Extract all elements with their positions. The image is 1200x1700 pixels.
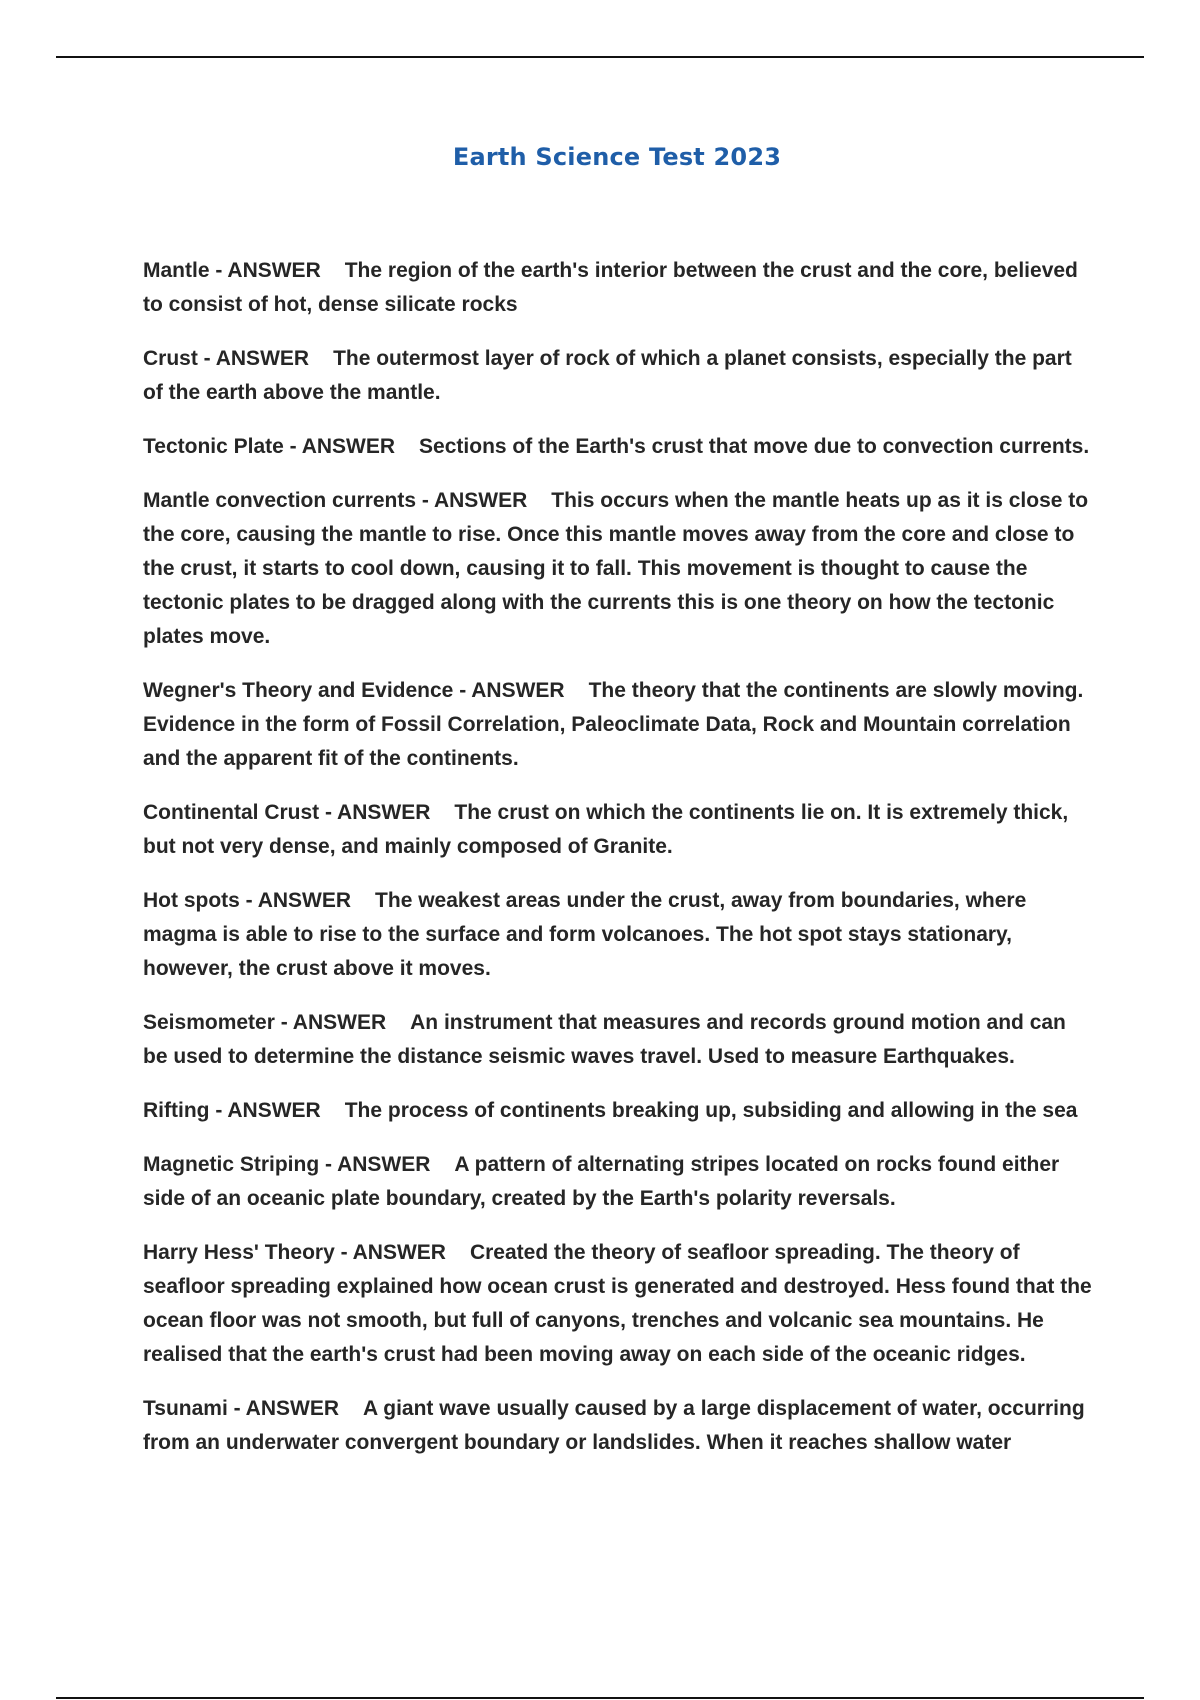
top-divider <box>56 56 1144 58</box>
list-item <box>143 430 1093 464</box>
list-item <box>143 484 1093 654</box>
list-item <box>143 1094 1093 1128</box>
list-item <box>143 342 1093 410</box>
definition: The crust on which the continents lie on. It is extremely thick, but not very dense, and mainly composed of Granite. <box>143 801 1069 858</box>
answer-marker: - ANSWER <box>274 1011 387 1034</box>
answer-marker: - ANSWER <box>453 679 565 702</box>
definition: Sections of the Earth's crust that move due to convection currents. <box>419 435 1090 458</box>
term: Seismometer <box>143 1011 275 1034</box>
term: Harry Hess' Theory <box>143 1241 335 1264</box>
qa-list <box>143 254 1093 1480</box>
term: Tectonic Plate <box>143 435 284 458</box>
answer-marker: - ANSWER <box>197 347 310 370</box>
answer-marker: - ANSWER <box>227 1397 340 1420</box>
bottom-divider <box>56 1697 1144 1699</box>
term: Magnetic Striping <box>143 1153 320 1176</box>
definition: The weakest areas under the crust, away from boundaries, where magma is able to rise to the surface and form volcanoes. The hot spot stays stationary, however, the crust above it moves. <box>143 889 1027 980</box>
term: Rifting <box>143 1099 210 1122</box>
page-title: Earth Science Test 2023 <box>452 143 782 171</box>
definition: An instrument that measures and records ground motion and can be used to determine the distance seismic waves travel. Used to measure Earthquakes. <box>143 1011 1066 1068</box>
term: Wegner's Theory and Evidence <box>143 679 454 702</box>
list-item <box>143 1236 1093 1372</box>
term: Continental Crust <box>143 801 320 824</box>
term: Mantle convection currents <box>143 489 417 512</box>
list-item <box>143 674 1093 776</box>
term: Hot spots <box>143 889 240 912</box>
definition: The process of continents breaking up, subsiding and allowing in the sea <box>344 1099 1078 1122</box>
answer-marker: - ANSWER <box>416 489 528 512</box>
list-item <box>143 796 1093 864</box>
answer-marker: - ANSWER <box>283 435 396 458</box>
term: Tsunami <box>143 1397 228 1420</box>
definition: The outermost layer of rock of which a planet consists, especially the part of the earth above the mantle. <box>143 347 1072 404</box>
definition: The region of the earth's interior between the crust and the core, believed to consist of hot, dense silicate rocks <box>143 259 1078 316</box>
list-item <box>143 1392 1093 1460</box>
list-item <box>143 1148 1093 1216</box>
definition: A giant wave usually caused by a large displacement of water, occurring from an underwater convergent boundary or landslides. When it reaches shallow water <box>143 1397 1085 1454</box>
answer-marker: - ANSWER <box>209 259 321 282</box>
answer-marker: - ANSWER <box>239 889 352 912</box>
list-item <box>143 884 1093 986</box>
list-item <box>143 254 1093 322</box>
definition: This occurs when the mantle heats up as it is close to the core, causing the mantle to rise. Once this mantle moves away from the core and close to the crust, it starts to cool down, causing it to fall. This movement is thought to cause the tectonic plates to be dragged along with the currents this is one theory on how the tectonic plates move. <box>143 489 1089 648</box>
answer-marker: - ANSWER <box>319 801 431 824</box>
list-item <box>143 1006 1093 1074</box>
definition: The theory that the continents are slowly moving. Evidence in the form of Fossil Correlation, Paleoclimate Data, Rock and Mountain correlation and the apparent fit of the continents. <box>143 679 1084 770</box>
answer-marker: - ANSWER <box>319 1153 431 1176</box>
answer-marker: - ANSWER <box>209 1099 321 1122</box>
definition: Created the theory of seafloor spreading. The theory of seafloor spreading explained how ocean crust is generated and destroyed. Hess found that the ocean floor was not smooth, but full of canyons, trenches and volcanic sea mountains. He realised that the earth's crust had been moving away on each side of the oceanic ridges. <box>143 1241 1092 1366</box>
term: Mantle <box>143 259 210 282</box>
definition: A pattern of alternating stripes located on rocks found either side of an oceanic plate boundary, created by the Earth's polarity reversals. <box>143 1153 1060 1210</box>
answer-marker: - ANSWER <box>334 1241 446 1264</box>
term: Crust <box>143 347 198 370</box>
